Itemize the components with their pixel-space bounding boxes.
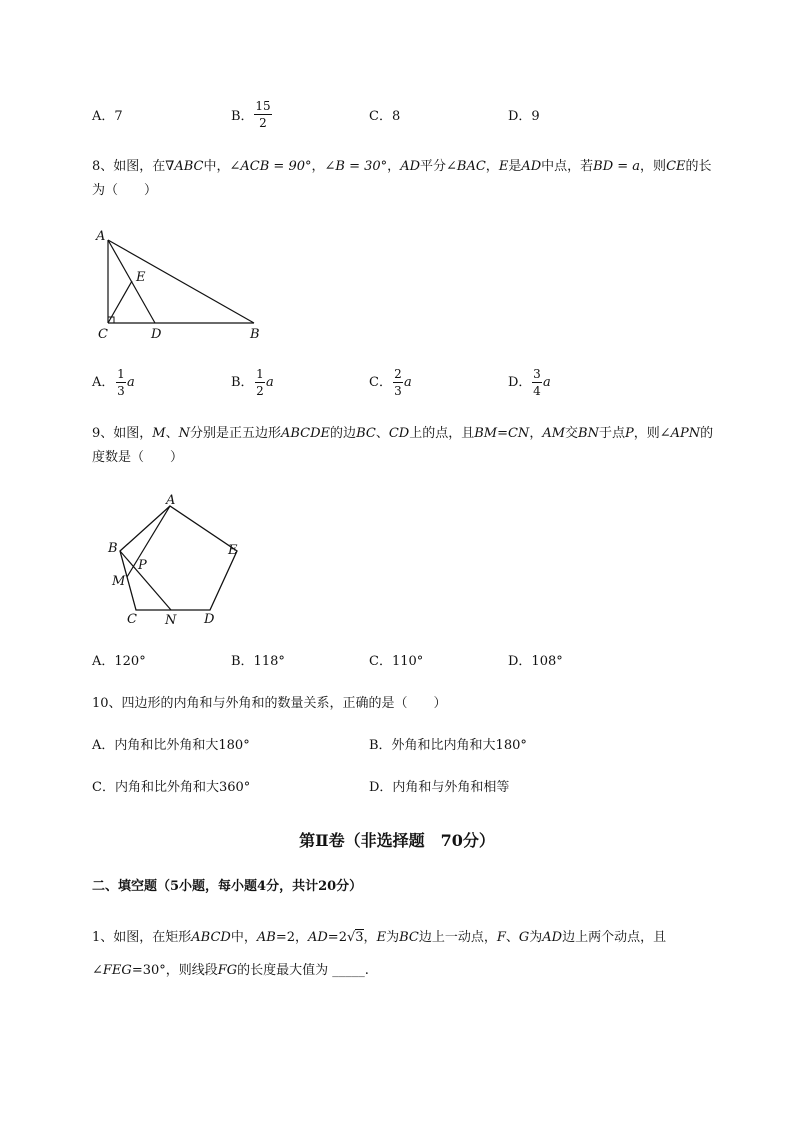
fq1-sqrt-sign: √	[346, 930, 356, 945]
q8-angle-acb: ∠ACB = 90°	[229, 159, 312, 174]
q8-option-b-fraction	[255, 368, 265, 397]
q9-n: N	[178, 426, 190, 441]
q8-triangle-figure	[90, 224, 280, 346]
q8-option-b-var: a	[266, 375, 274, 390]
fq1-fg: FG	[217, 963, 238, 978]
fq1-ad: AD	[542, 930, 563, 945]
q8-option-c-var: a	[404, 375, 412, 390]
q8-text: ，	[387, 159, 401, 174]
q9-text: 的	[700, 426, 714, 441]
q8-option-a-prefix: A．	[92, 375, 115, 390]
q8-option-a-fraction	[116, 368, 126, 397]
q9-m: M	[152, 426, 166, 441]
q9-label-n: N	[165, 613, 177, 628]
q8-text: 是	[508, 159, 522, 174]
q8-ce: CE	[666, 159, 686, 174]
fq1-text: 中，	[230, 930, 257, 945]
q10-option-c: C．内角和比外角和大360°	[92, 780, 251, 795]
q8-text: 平分	[420, 159, 447, 174]
fq1-text: ∠	[92, 963, 103, 978]
q8-stem-line1	[92, 158, 712, 176]
q9-label-d: D	[204, 612, 215, 627]
q9-am: AM	[542, 426, 566, 441]
q8-text: ，	[485, 159, 499, 174]
q9-text: 于点	[598, 426, 625, 441]
q8-label-b: B	[250, 327, 260, 342]
q8-label-c: C	[98, 327, 108, 342]
q9-abcde: ABCDE	[281, 426, 331, 441]
q8-option-a-denominator: 3	[117, 384, 125, 398]
q8-bd-eq: BD = a	[593, 159, 641, 174]
q8-e: E	[498, 159, 509, 174]
fq1-ab: AB	[256, 930, 276, 945]
fq1-text: 为	[386, 930, 400, 945]
q8-option-d-numerator: 3	[533, 367, 541, 381]
q9-text: 分别是正五边形	[189, 426, 281, 441]
q7-option-d: D．9	[508, 109, 540, 124]
q9-bc: BC	[356, 426, 376, 441]
q9-cd: CD	[388, 426, 410, 441]
q8-text: 中，	[203, 159, 230, 174]
q9-text: ，则∠	[633, 426, 671, 441]
fq1-text: =2	[327, 930, 347, 945]
fq1-text: 、	[505, 930, 519, 945]
q9-label-c: C	[127, 612, 137, 627]
fq1-answer-blank[interactable]: 的长度最大值为 _____.	[237, 963, 369, 978]
q8-option-d-fraction	[532, 368, 542, 397]
q9-text: 交	[565, 426, 579, 441]
q7-option-b-denominator: 2	[259, 116, 267, 130]
q8-option-d-var: a	[543, 375, 551, 390]
fq1-text: =30°，则线段	[131, 963, 218, 978]
q8-label-a: A	[96, 229, 106, 244]
fq1-g: G	[518, 930, 530, 945]
q8-option-a-numerator: 1	[117, 367, 125, 381]
q9-text: 、	[165, 426, 179, 441]
q8-label-e: E	[136, 270, 146, 285]
q8-option-c-fraction	[393, 368, 403, 397]
q8-option-b-prefix: B．	[231, 375, 254, 390]
q9-label-a: A	[166, 493, 176, 508]
q10-option-d: D．内角和与外角和相等	[369, 780, 510, 795]
q8-option-c-denominator: 3	[394, 384, 402, 398]
q8-text: ，	[311, 159, 325, 174]
q8-stem-line2: 为（ ）	[92, 183, 158, 198]
q9-bn: BN	[578, 426, 599, 441]
q9-stem-line1	[92, 425, 713, 443]
fq1-bc: BC	[399, 930, 419, 945]
fq1-text: =2，	[275, 930, 308, 945]
q8-option-d-prefix: D．	[508, 375, 532, 390]
q9-text: ，	[529, 426, 543, 441]
fq1-stem-line2	[92, 962, 369, 980]
q9-option-a: A．120°	[92, 654, 146, 669]
q10-option-b: B．外角和比内角和大180°	[369, 738, 527, 753]
fq1-text: 边上两个动点，且	[562, 930, 667, 945]
q10-option-a: A．内角和比外角和大180°	[92, 738, 250, 753]
fq1-text: 1、如图，在矩形	[92, 930, 192, 945]
q8-option-c-prefix: C．	[369, 375, 392, 390]
fq1-stem-line1	[92, 929, 666, 947]
fill-in-section-heading: 二、填空题（5小题，每小题4分，共计20分）	[92, 879, 363, 894]
q8-text: 8、如图，在	[92, 159, 166, 174]
q8-text: 的长	[685, 159, 712, 174]
q9-text: 、	[375, 426, 389, 441]
q9-p: P	[625, 426, 634, 441]
q9-label-b: B	[108, 541, 118, 556]
q9-stem-line2: 度数是（ ）	[92, 450, 184, 465]
fq1-sqrt-radicand: 3	[355, 930, 364, 945]
fq1-feg: FEG	[102, 963, 132, 978]
q8-angle-bac: ∠BAC	[446, 159, 486, 174]
q8-angle-b: ∠B = 30°	[324, 159, 388, 174]
part2-title: 第Ⅱ卷（非选择题 70分）	[299, 831, 495, 850]
q7-option-b-prefix: B．	[231, 109, 254, 124]
q9-pentagon-figure	[100, 492, 260, 632]
q8-text: ，则	[640, 159, 667, 174]
fq1-text: 为	[529, 930, 543, 945]
fq1-f: F	[496, 930, 506, 945]
q9-option-c: C．110°	[369, 654, 424, 669]
fq1-e: E	[376, 930, 387, 945]
fq1-abcd: ABCD	[191, 930, 231, 945]
q8-label-d: D	[151, 327, 162, 342]
q8-option-b-numerator: 1	[256, 367, 264, 381]
q8-ad: AD	[400, 159, 420, 174]
q7-option-c: C．8	[369, 109, 401, 124]
q8-option-c-numerator: 2	[394, 367, 402, 381]
q9-text: 9、如图，	[92, 426, 153, 441]
q9-apn: APN	[670, 426, 701, 441]
q8-option-a-var: a	[127, 375, 135, 390]
q8-ad: AD	[521, 159, 542, 174]
q9-bm-cn: BM=CN	[474, 426, 530, 441]
fq1-text: 边上一动点，	[418, 930, 497, 945]
q9-label-p: P	[138, 558, 147, 573]
q8-option-b-denominator: 2	[256, 384, 264, 398]
q7-option-b-numerator: 15	[255, 99, 271, 113]
q9-option-d: D．108°	[508, 654, 563, 669]
fq1-ad: AD	[307, 930, 328, 945]
q8-triangle: ∇ABC	[165, 159, 204, 174]
q9-option-b: B．118°	[231, 654, 285, 669]
q9-text: 上的点，且	[409, 426, 475, 441]
q9-text: 的边	[330, 426, 357, 441]
q7-option-b-fraction	[254, 100, 272, 129]
fq1-text: ，	[363, 930, 377, 945]
q9-label-m: M	[112, 574, 126, 589]
q9-label-e: E	[228, 543, 238, 558]
q8-option-d-denominator: 4	[533, 384, 541, 398]
q10-stem: 10、四边形的内角和与外角和的数量关系，正确的是（ ）	[92, 696, 447, 711]
q8-text: 中点，若	[541, 159, 594, 174]
q7-option-a: A．7	[92, 109, 123, 124]
